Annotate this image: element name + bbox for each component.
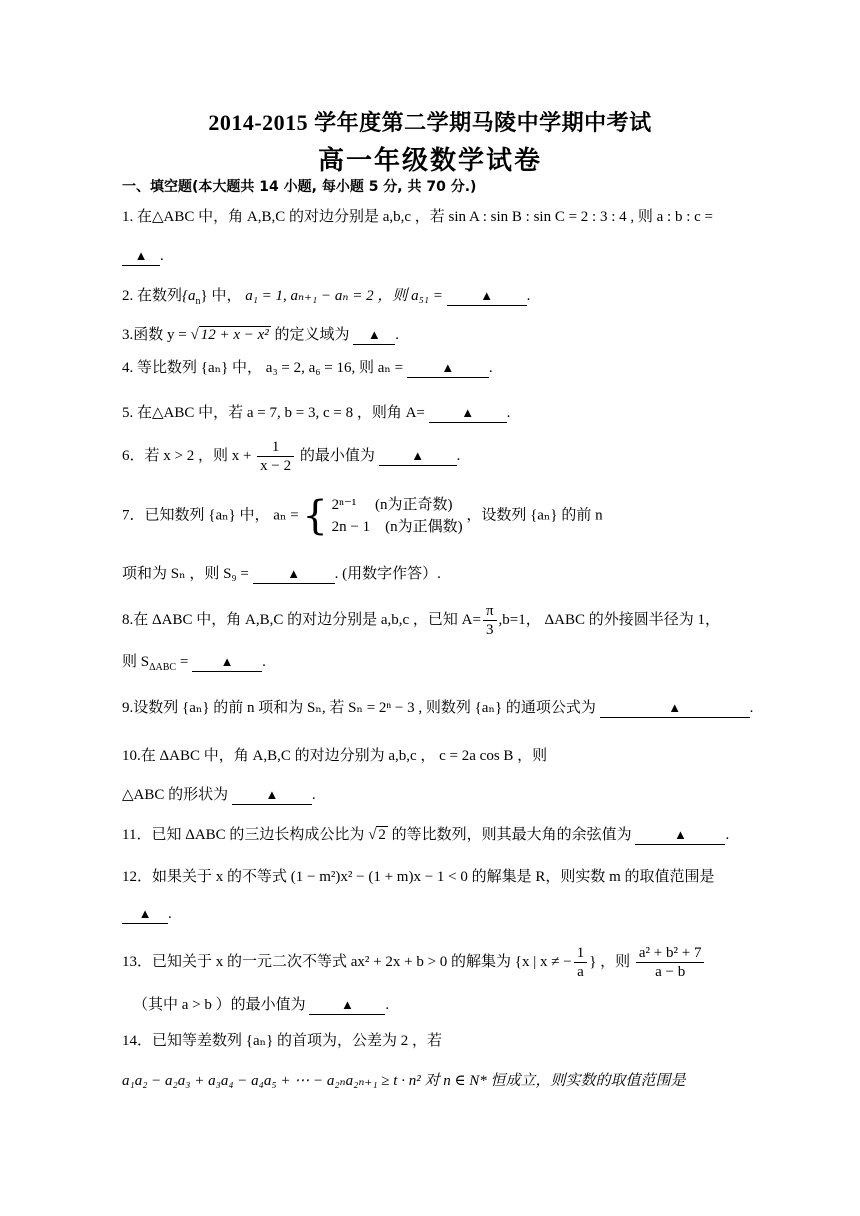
fraction-numerator: π <box>483 602 497 621</box>
answer-blank-12 <box>122 905 168 924</box>
question-3-radicand: 12 + x − x² <box>200 327 269 343</box>
question-1-answer: ▲ . <box>122 245 742 267</box>
question-9-text: 9.设数列 {aₙ} 的前 n 项和为 Sₙ, 若 Sₙ = 2ⁿ − 3 , 则数列 {aₙ} 的通项公式为 <box>122 700 596 716</box>
answer-blank-7 <box>253 565 335 584</box>
question-2-text-a: 2. 在数列 <box>122 288 183 304</box>
answer-marker: ▲ <box>138 906 152 921</box>
exam-subtitle: 高一年级数学试卷 <box>317 146 542 175</box>
fraction-denominator: x − 2 <box>260 458 292 474</box>
answer-blank-2 <box>447 287 527 306</box>
fraction-denominator: 3 <box>485 622 494 638</box>
question-12 <box>122 866 742 888</box>
question-11-text-a: 11．已知 ΔABC 的三边长构成公比为 <box>122 827 365 843</box>
question-8-sub: ΔABC <box>149 662 177 673</box>
case-2-expr: 2n − 1 <box>331 519 371 535</box>
question-10-text: 10.在 ΔABC 中，角 A,B,C 的对边分别为 a,b,c ， c = 2a cos B ，则 <box>122 748 548 764</box>
left-brace-icon: { <box>302 493 328 539</box>
case-1-expr: 2ⁿ⁻¹ <box>331 497 357 513</box>
question-4: 4. 等比数列 {aₙ} 中， a₃ = 2, a₆ = 16, 则 aₙ = ▲ . <box>122 360 493 376</box>
question-2: 2. 在数列$\{a_n\}$ 中， a₁ = 1, aₙ₊₁ − aₙ = 2 ，则 a₅₁ = ▲ . <box>122 288 531 307</box>
question-13-text-a: 13．已知关于 x 的一元二次不等式 ax² + 2x + b > 0 的解集为 {x | x ≠ − <box>122 953 572 970</box>
question-6-fraction <box>257 438 294 475</box>
question-5: 5. 在△ABC 中，若 a = 7, b = 3, c = 8 ，则角 A= ▲ . <box>122 405 511 421</box>
answer-marker: ▲ <box>461 405 475 420</box>
question-7-text-c: 项和为 Sₙ ，则 S₉ = <box>122 566 249 582</box>
question-6: 6．若 x > 2 ，则 x + $\frac{1}{x - 2}$ 的最小值为 ▲ . <box>122 439 461 474</box>
question-8 <box>122 602 742 639</box>
question-7-cases <box>332 494 463 538</box>
fraction-denominator: a − b <box>655 964 686 980</box>
question-4-text: 4. 等比数列 {aₙ} 中， a₃ = 2, a₆ = 16, 则 aₙ = <box>122 360 404 376</box>
answer-marker: ▲ <box>134 248 148 263</box>
question-5-text: 5. 在△ABC 中，若 a = 7, b = 3, c = 8 ，则角 A= <box>122 405 425 421</box>
question-13-line-2: （其中 a > b ）的最小值为 ▲ . <box>133 997 390 1013</box>
answer-blank-9 <box>600 699 750 718</box>
answer-marker: ▲ <box>367 327 381 342</box>
answer-blank-5 <box>429 404 507 423</box>
question-13-text-b: } ，则 <box>589 953 631 970</box>
question-11-radicand: 2 <box>378 827 386 843</box>
question-3-text-a: 3.函数 y = <box>122 327 187 343</box>
question-7-text-b: ，设数列 {aₙ} 的前 n <box>466 507 603 524</box>
answer-blank-6 <box>379 447 457 466</box>
question-14-line-2 <box>122 1070 742 1092</box>
answer-blank-11 <box>635 826 725 845</box>
question-8-text-a: 8.在 ΔABC 中，角 A,B,C 的对边分别是 a,b,c ，已知 A= <box>122 611 481 628</box>
question-9: 9.设数列 {aₙ} 的前 n 项和为 Sₙ, 若 Sₙ = 2ⁿ − 3 , 则数列 {aₙ} 的通项公式为 ▲ . <box>122 700 754 716</box>
answer-blank-10 <box>232 786 312 805</box>
case-1-cond: (n为正奇数) <box>375 497 453 513</box>
answer-marker: ▲ <box>480 288 494 303</box>
answer-marker: ▲ <box>668 700 682 715</box>
answer-marker: ▲ <box>287 566 301 581</box>
answer-marker: ▲ <box>411 447 425 463</box>
question-13-fraction-1 <box>574 944 588 981</box>
answer-marker: ▲ <box>220 654 234 669</box>
section-heading: 一、填空题(本大题共 14 小题, 每小题 5 分, 共 70 分.) <box>122 179 477 195</box>
question-2-text-b: } 中， <box>200 288 242 304</box>
question-11: 11．已知 ΔABC 的三边长构成公比为 √ 2 的等比数列，则其最大角的余弦值为 ▲ . <box>122 827 730 843</box>
answer-marker: ▲ <box>265 787 279 802</box>
fraction-numerator: a² + b² + 7 <box>636 944 705 963</box>
question-13-text-c: （其中 a > b ）的最小值为 <box>133 997 306 1013</box>
question-8-fraction <box>483 602 497 639</box>
question-3-text-b: 的定义域为 <box>274 327 350 343</box>
answer-blank-13 <box>309 996 385 1015</box>
question-11-text-b: 的等比数列，则其最大角的余弦值为 <box>391 827 632 843</box>
question-6-text-a: 6．若 x > 2 ，则 x + <box>122 447 252 464</box>
answer-blank-3 <box>353 326 395 345</box>
question-12-text: 12．如果关于 x 的不等式 (1 − m²)x² − (1 + m)x − 1 < 0 的解集是 R，则实数 m 的取值范围是 <box>122 869 715 885</box>
question-8-line-2: 则 $S_{\Delta ABC}$ = ▲ . <box>122 654 266 673</box>
question-12-answer: ▲ . <box>122 903 742 925</box>
question-7-line-2 <box>122 563 742 585</box>
question-10-line-2: △ABC 的形状为 ▲ . <box>122 787 316 803</box>
question-13-fraction-2 <box>636 944 705 981</box>
answer-marker: ▲ <box>441 360 455 375</box>
question-6-text-b: 的最小值为 <box>299 447 375 464</box>
case-2-cond: (n为正偶数) <box>385 519 463 535</box>
fraction-denominator: a <box>577 964 584 980</box>
question-10 <box>122 745 742 767</box>
question-2-seq-sub: n <box>195 296 201 307</box>
question-7 <box>122 494 742 538</box>
question-10-text-b: △ABC 的形状为 <box>122 787 229 803</box>
question-1-text: 1. 在△ABC 中，角 A,B,C 的对边分别是 a,b,c ，若 sin A : sin B : sin C = 2 : 3 : 4 , 则 a : b : c = <box>122 209 713 225</box>
question-2-formula: a₁ = 1, aₙ₊₁ − aₙ = 2 ，则 a₅₁ = <box>245 288 443 304</box>
question-14-formula: a₁a₂ − a₂a₃ + a₃a₄ − a₄a₅ + ⋯ − a₂ₙa₂ₙ₊₁ ≥ t · n² 对 n ∈ N* 恒成立，则实数的取值范围是 <box>122 1073 686 1089</box>
question-14-text: 14．已知等差数列 {aₙ} 的首项为，公差为 2 ，若 <box>122 1033 443 1049</box>
answer-marker: ▲ <box>674 827 687 842</box>
question-8-text-c: 则 S <box>122 654 150 670</box>
question-2-seq: {a <box>182 288 196 304</box>
question-7-text-d: . (用数字作答）. <box>334 566 441 582</box>
answer-marker: ▲ <box>340 997 354 1012</box>
answer-blank-8 <box>192 653 262 672</box>
question-13 <box>122 944 742 981</box>
answer-blank-1 <box>122 247 160 266</box>
question-3: 3.函数 y = √ 12 + x − x² 的定义域为 ▲ . <box>122 327 400 343</box>
question-14 <box>122 1030 742 1052</box>
question-7-text-a: 7．已知数列 {aₙ} 中， aₙ = <box>122 507 299 524</box>
question-1 <box>122 206 742 228</box>
question-8-text-b: ,b=1， ΔABC 的外接圆半径为 1， <box>498 611 720 628</box>
question-8-text-d: = <box>179 654 189 670</box>
exam-title: 2014-2015 学年度第二学期马陵中学期中考试 <box>208 110 652 135</box>
fraction-numerator: 1 <box>257 438 294 457</box>
answer-blank-4 <box>407 359 489 378</box>
fraction-numerator: 1 <box>574 944 588 963</box>
